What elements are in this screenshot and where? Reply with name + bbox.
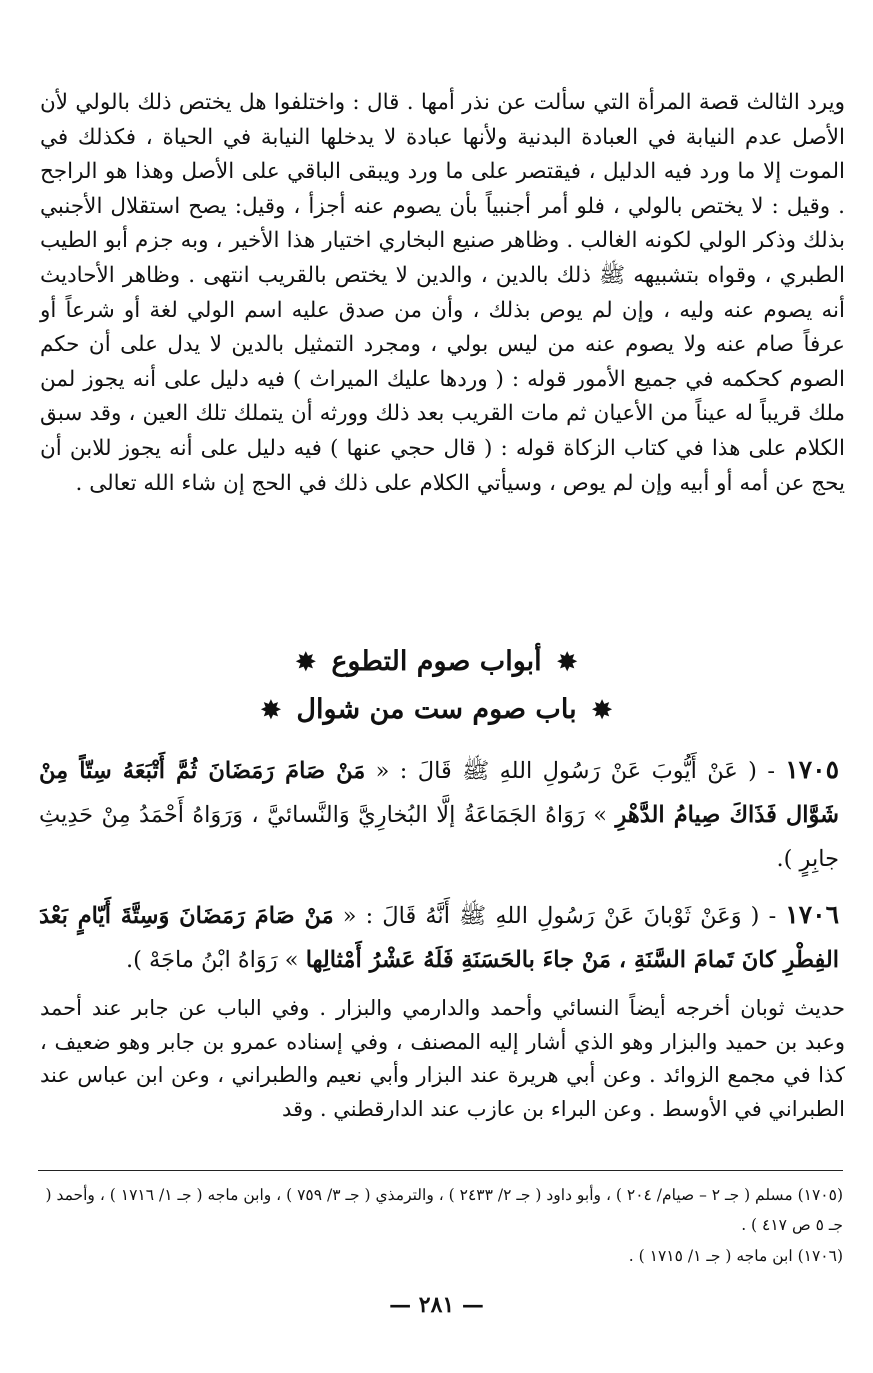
hadith-outro: » رَوَاهُ الجَمَاعَةُ إلَّا البُخارِيَّ وَالنَّسائيَّ ، وَرَوَاهُ أَحْمَدُ مِنْ حَدِيثِ جابِرٍ ).	[39, 802, 839, 872]
hadith-1706	[39, 893, 839, 982]
star-ornament-icon: ✸	[592, 695, 613, 724]
hadith-1705	[39, 748, 839, 881]
footnote-divider	[38, 1170, 843, 1171]
footnote-1706: (١٧٠٦) ابن ماجه ( جـ ١/ ١٧١٥ ) .	[628, 1247, 843, 1265]
hadith-intro: - ( عَنْ أَيُّوبَ عَنْ رَسُولِ اللهِ ﷺ قَالَ : «	[375, 758, 775, 784]
hadith-quote: مَنْ صَامَ رَمَضَانَ ثُمَّ أَتْبَعَهُ سِتّاً مِنْ شَوَّال فَذَاكَ صِيامُ الدَّهْرِ	[39, 758, 839, 828]
star-ornament-icon: ✸	[260, 695, 281, 724]
section-heading-text: أبواب صوم التطوع	[331, 646, 542, 677]
star-ornament-icon: ✸	[557, 647, 578, 676]
star-ornament-icon: ✸	[295, 647, 316, 676]
footnote-1705: (١٧٠٥) مسلم ( جـ ٢ – صيام/ ٢٠٤ ) ، وأبو داود ( جـ ٢/ ٢٤٣٣ ) ، والترمذي ( جـ ٣/ ٧٥٩ ) ، وابن ماجه ( جـ ١/ ١٧١٦ ) ، وأحمد ( جـ ٥ ص ٤١٧ ) .	[45, 1186, 843, 1234]
section-heading	[0, 642, 873, 682]
commentary-paragraph-top: ويرد الثالث قصة المرأة التي سألت عن نذر أمها . قال : واختلفوا هل يختص ذلك بالولي لأن الأصل عدم النيابة في العبادة البدنية ولأنها عبادة لا يدخلها النيابة في الحياة ، فكذلك في الموت إلا ما ورد فيه الدليل ، فيقتصر على ما ورد ويبقى الباقي على الأصل وهذا هو الراجح . وقيل : لا يختص بالولي ، فلو أمر أجنبياً بأن يصوم عنه أجزأ ، وقيل: يصح استقلال الأجنبي بذلك وذكر الولي لكونه الغالب . وظاهر صنيع البخاري اختيار هذا الأخير ، وبه جزم أبو الطيب الطبري ، وقواه بتشبيهه ﷺ ذلك بالدين ، والدين لا يختص بالقريب انتهى . وظاهر الأحاديث أنه يصوم عنه وليه ، وإن لم يوص بذلك ، وأن من صدق عليه اسم الولي لغة أو شرعاً أو عرفاً صام عنه ولا يصوم عنه من ليس بولي ، ومجرد التمثيل بالدين لا يدل على أن حكم الصوم كحكمه في جميع الأمور قوله : ( وردها عليك الميراث ) فيه دليل على أنه يجوز لمن ملك قريباً له عيناً من الأعيان ثم مات القريب بعد ذلك وورثه أن يتملك تلك العين ، وقد سبق الكلام على هذا في كتاب الزكاة قوله : ( قال حجي عنها ) فيه دليل على أنه يجوز للابن أن يحج عن أمه أو أبيه وإن لم يوص ، وسيأتي الكلام على ذلك في الحج إن شاء الله تعالى .	[40, 90, 845, 496]
chapter-heading	[0, 690, 873, 730]
hadith-intro: - ( وَعَنْ ثَوْبانَ عَنْ رَسُولِ اللهِ ﷺ أَنَّهُ قَالَ : «	[342, 903, 777, 929]
commentary-paragraph-bottom: حديث ثوبان أخرجه أيضاً النسائي وأحمد والدارمي والبزار . وفي الباب عن جابر عند أحمد وعبد بن حميد والبزار وهو الذي أشار إليه المصنف ، وفي إسناده عمرو بن جابر وهو ضعيف ، كذا في مجمع الزوائد . وعن أبي هريرة عند البزار وأبي نعيم والطبراني ، وعن ابن عباس عند الطبراني في الأوسط . وعن البراء بن عازب عند الدارقطني . وقد	[40, 996, 845, 1121]
hadith-number: ١٧٠٦	[785, 900, 839, 929]
page-number: — ٢٨١ —	[389, 1292, 484, 1318]
hadith-outro: » رَوَاهُ ابْنُ ماجَهْ ).	[125, 947, 299, 973]
hadith-quote: مَنْ صَامَ رَمَضَانَ وَسِتَّةَ أَيّامٍ بَعْدَ الفِطْرِ كانَ تَمامَ السَّنَةِ ، مَنْ جاءَ بالحَسَنَةِ فَلَهُ عَشْرُ أَمْثالِها	[39, 903, 839, 973]
chapter-heading-text: باب صوم ست من شوال	[296, 694, 577, 725]
hadith-number: ١٧٠٥	[785, 755, 840, 784]
